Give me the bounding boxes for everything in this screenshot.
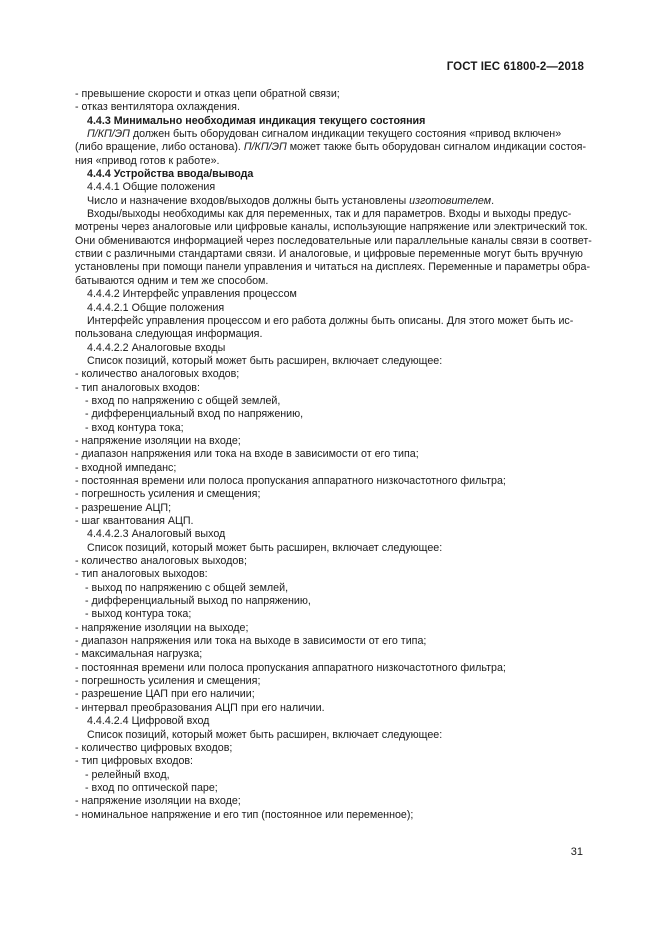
list-subitem: - вход по оптической паре;: [85, 781, 218, 794]
list-item: - количество аналоговых входов;: [75, 368, 240, 381]
list-item: - напряжение изоляции на выходе;: [75, 621, 249, 634]
list-item: - количество аналоговых выходов;: [75, 555, 247, 568]
text-span: должен быть оборудован сигналом индикации текущего состояния «привод включен»: [129, 128, 562, 141]
subsection-heading: 4.4.4.2.3 Аналоговый выход: [87, 528, 226, 541]
list-subitem: - релейный вход,: [85, 768, 170, 781]
list-subitem: - вход контура тока;: [85, 421, 184, 434]
paragraph-line: Они обмениваются информацией через последовательные или параллельные каналы связи в соответ-: [75, 234, 592, 247]
list-item: - максимальная нагрузка;: [75, 648, 203, 661]
list-item: - диапазон напряжения или тока на выходе в зависимости от его типа;: [75, 635, 427, 648]
paragraph-line: пользована следующая информация.: [75, 328, 263, 341]
section-heading: 4.4.4 Устройства ввода/вывода: [87, 168, 254, 181]
list-item: - количество цифровых входов;: [75, 741, 233, 754]
list-item: - шаг квантования АЦП.: [75, 515, 194, 527]
list-item: - постоянная времени или полоса пропускания аппаратного низкочастотного фильтра;: [75, 661, 506, 674]
paragraph-line: батываются одним и тем же способом.: [75, 274, 269, 287]
list-item: - тип аналоговых входов:: [75, 381, 200, 394]
product-abbrev: П/КП/ЭП: [243, 141, 287, 154]
product-abbrev: П/КП/ЭП: [87, 128, 130, 141]
list-item: - напряжение изоляции на входе;: [75, 795, 241, 808]
text-span: может также быть оборудован сигналом индикации состоя-: [286, 141, 586, 154]
paragraph-line: ния «привод готов к работе».: [75, 154, 220, 167]
text-span: Число и назначение входов/выходов должны быть установлены: [87, 194, 410, 207]
paragraph-line: Интерфейс управления процессом и его работа должны быть описаны. Для этого может быть ис-: [87, 314, 574, 327]
list-item: - напряжение изоляции на входе;: [75, 434, 241, 447]
list-subitem: - дифференциальный вход по напряжению,: [85, 408, 304, 421]
paragraph-line: Список позиций, который может быть расширен, включает следующее:: [87, 728, 443, 741]
paragraph-line: ствии с различными стандартами связи. И аналоговые, и цифровые переменные могут быть вручную: [75, 248, 583, 261]
subsection-heading: 4.4.4.1 Общие положения: [87, 181, 216, 194]
italic-term: изготовителем: [409, 194, 492, 207]
paragraph-line: Список позиций, который может быть расширен, включает следующее:: [87, 541, 443, 554]
list-subitem: - выход по напряжению с общей землей,: [85, 581, 289, 594]
paragraph-line: установлены при помощи панели управления и читаться на дисплеях. Переменные и параметры обра-: [75, 261, 591, 274]
list-item: - входной импеданс;: [75, 461, 177, 474]
paragraph-line: мотрены через аналоговые или цифровые каналы, использующие напряжение или электрический ток.: [75, 221, 588, 234]
page-number: 31: [570, 846, 583, 858]
subsection-heading: 4.4.4.2.1 Общие положения: [87, 301, 225, 314]
paragraph-line: [75, 195, 587, 208]
list-item: - погрешность усиления и смещения;: [75, 488, 261, 501]
document-code-header: ГОСТ IEC 61800-2—2018: [446, 61, 584, 73]
text-span: (либо вращение, либо останова).: [75, 141, 244, 154]
subsection-heading: 4.4.4.2.2 Аналоговые входы: [87, 341, 226, 354]
list-item: - интервал преобразования АЦП при его наличии.: [75, 701, 325, 714]
text-span: .: [491, 194, 495, 207]
subsection-heading: 4.4.4.2 Интерфейс управления процессом: [87, 288, 297, 301]
list-item: - разрешение ЦАП при его наличии;: [75, 688, 255, 701]
list-item: - постоянная времени или полоса пропускания аппаратного низкочастотного фильтра;: [75, 474, 506, 487]
list-item: - погрешность усиления и смещения;: [75, 675, 261, 688]
list-item: - номинальное напряжение и его тип (постоянное или переменное);: [75, 808, 414, 821]
section-heading: 4.4.3 Минимально необходимая индикация текущего состояния: [87, 114, 426, 127]
subsection-heading: 4.4.4.2.4 Цифровой вход: [87, 715, 210, 728]
list-subitem: - выход контура тока;: [85, 608, 192, 621]
paragraph-line: [75, 141, 587, 154]
paragraph-line: Входы/выходы необходимы как для переменных, так и для параметров. Входы и выходы предус-: [87, 208, 572, 221]
list-item: - превышение скорости и отказ цепи обратной связи;: [75, 88, 340, 100]
list-item: - тип аналоговых выходов:: [75, 568, 208, 581]
list-subitem: - вход по напряжению с общей землей,: [85, 394, 281, 407]
list-item: - диапазон напряжения или тока на входе в зависимости от его типа;: [75, 448, 419, 461]
document-body: [75, 88, 592, 822]
list-item: - отказ вентилятора охлаждения.: [75, 101, 240, 114]
list-item: - тип цифровых входов:: [75, 755, 194, 768]
list-item: - разрешение АЦП;: [75, 501, 172, 514]
paragraph-line: [75, 128, 587, 141]
paragraph-line: Список позиций, который может быть расширен, включает следующее:: [87, 354, 443, 367]
list-subitem: - дифференциальный выход по напряжению,: [85, 595, 311, 608]
